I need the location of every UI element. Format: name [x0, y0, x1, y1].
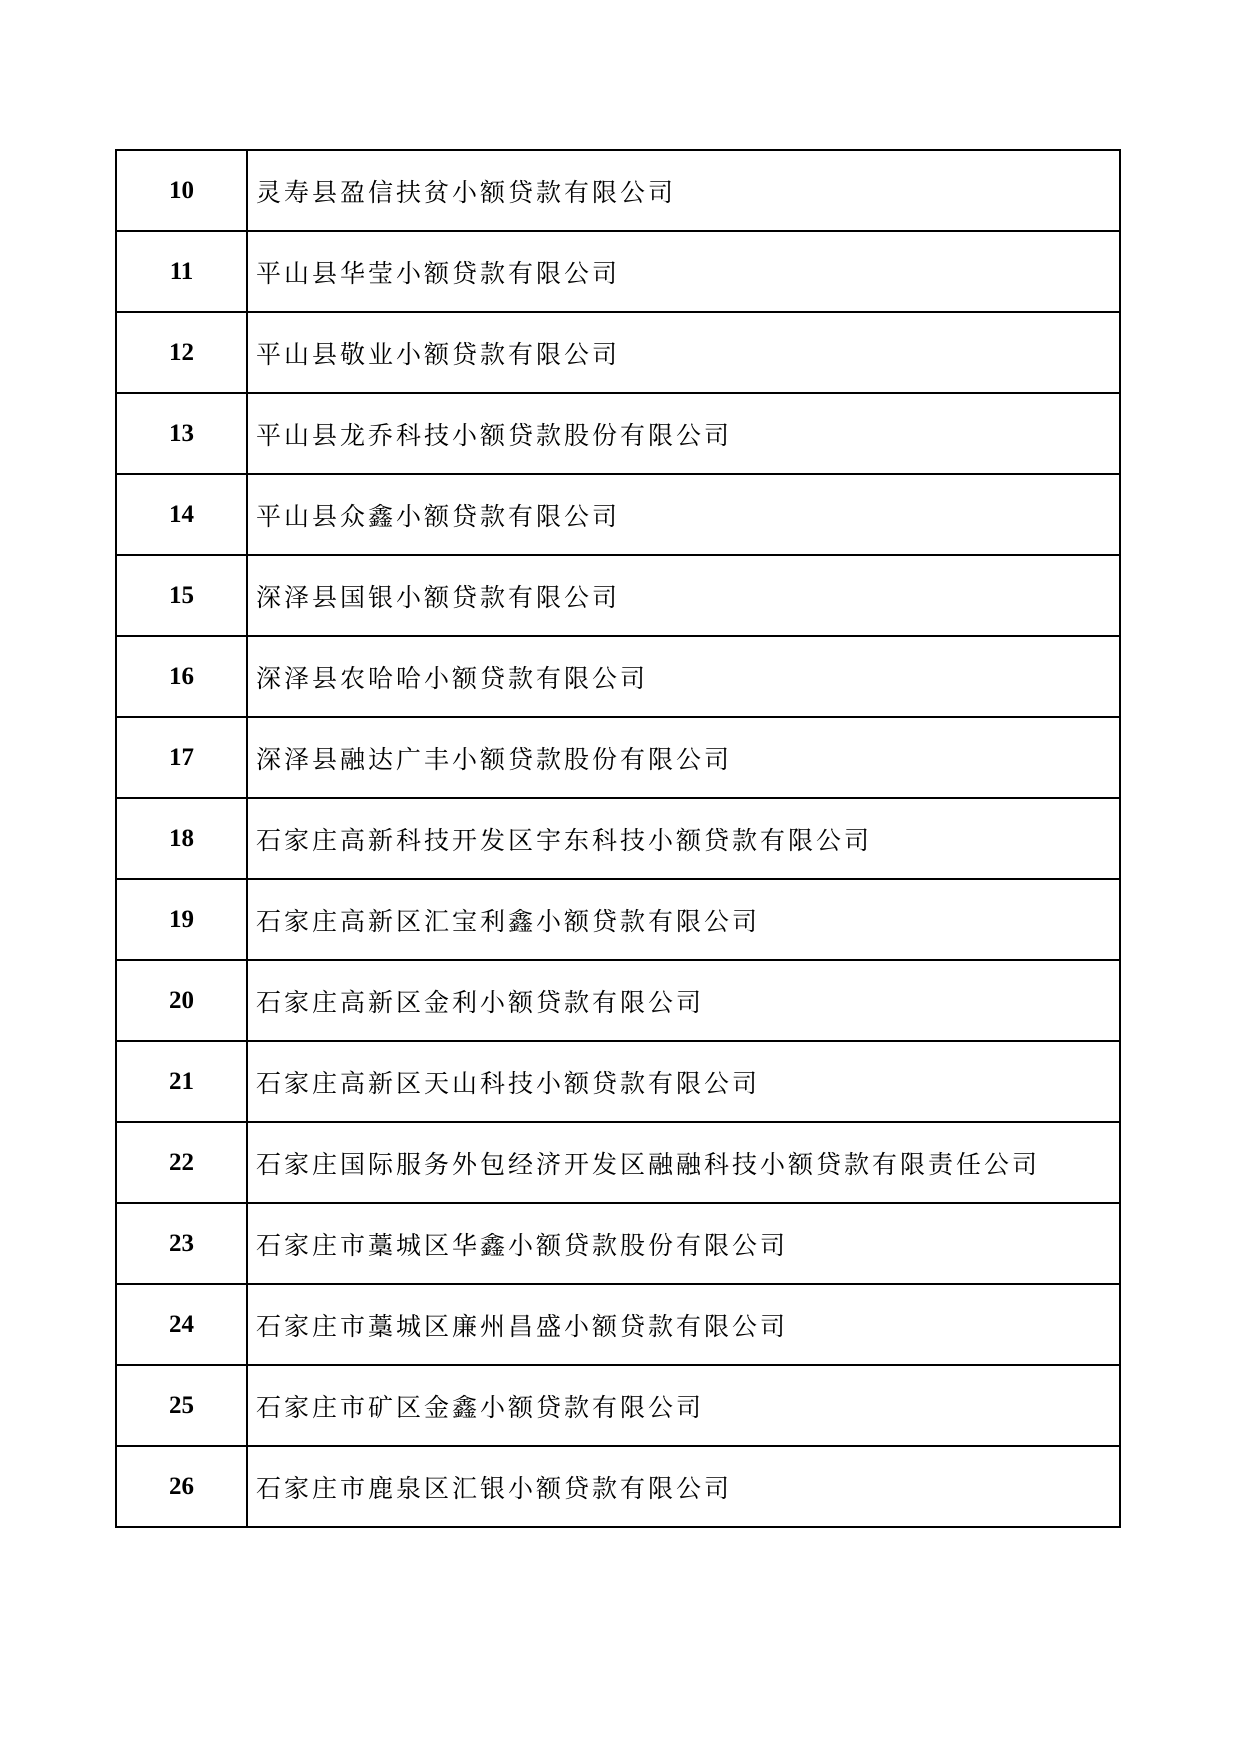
table-row — [116, 1446, 1120, 1527]
row-number: 23 — [116, 1203, 247, 1284]
company-name: 平山县龙乔科技小额贷款股份有限公司 — [247, 393, 1120, 474]
table-row — [116, 231, 1120, 312]
table-row — [116, 474, 1120, 555]
table-row — [116, 1284, 1120, 1365]
company-name: 石家庄市矿区金鑫小额贷款有限公司 — [247, 1365, 1120, 1446]
company-name: 深泽县国银小额贷款有限公司 — [247, 555, 1120, 636]
row-number: 22 — [116, 1122, 247, 1203]
company-name: 石家庄高新科技开发区宇东科技小额贷款有限公司 — [247, 798, 1120, 879]
table-row — [116, 150, 1120, 231]
company-name: 石家庄国际服务外包经济开发区融融科技小额贷款有限责任公司 — [247, 1122, 1120, 1203]
company-name: 石家庄市鹿泉区汇银小额贷款有限公司 — [247, 1446, 1120, 1527]
row-number: 26 — [116, 1446, 247, 1527]
table-row — [116, 393, 1120, 474]
company-name: 平山县众鑫小额贷款有限公司 — [247, 474, 1120, 555]
row-number: 15 — [116, 555, 247, 636]
row-number: 25 — [116, 1365, 247, 1446]
company-list-table — [115, 149, 1121, 1528]
company-name: 平山县华莹小额贷款有限公司 — [247, 231, 1120, 312]
row-number: 16 — [116, 636, 247, 717]
company-name: 深泽县农哈哈小额贷款有限公司 — [247, 636, 1120, 717]
row-number: 24 — [116, 1284, 247, 1365]
company-name: 石家庄高新区天山科技小额贷款有限公司 — [247, 1041, 1120, 1122]
table-row — [116, 1041, 1120, 1122]
table-row — [116, 1203, 1120, 1284]
table-row — [116, 960, 1120, 1041]
row-number: 19 — [116, 879, 247, 960]
table-row — [116, 717, 1120, 798]
table-row — [116, 798, 1120, 879]
table-row — [116, 1122, 1120, 1203]
table-row — [116, 555, 1120, 636]
company-name: 石家庄高新区汇宝利鑫小额贷款有限公司 — [247, 879, 1120, 960]
row-number: 20 — [116, 960, 247, 1041]
row-number: 13 — [116, 393, 247, 474]
row-number: 17 — [116, 717, 247, 798]
table-row — [116, 879, 1120, 960]
row-number: 21 — [116, 1041, 247, 1122]
company-name: 平山县敬业小额贷款有限公司 — [247, 312, 1120, 393]
table-row — [116, 1365, 1120, 1446]
company-name: 石家庄市藁城区华鑫小额贷款股份有限公司 — [247, 1203, 1120, 1284]
company-name: 深泽县融达广丰小额贷款股份有限公司 — [247, 717, 1120, 798]
row-number: 18 — [116, 798, 247, 879]
row-number: 10 — [116, 150, 247, 231]
table-row — [116, 312, 1120, 393]
row-number: 12 — [116, 312, 247, 393]
table-row — [116, 636, 1120, 717]
company-name: 灵寿县盈信扶贫小额贷款有限公司 — [247, 150, 1120, 231]
company-name: 石家庄高新区金利小额贷款有限公司 — [247, 960, 1120, 1041]
company-name: 石家庄市藁城区廉州昌盛小额贷款有限公司 — [247, 1284, 1120, 1365]
row-number: 11 — [116, 231, 247, 312]
row-number: 14 — [116, 474, 247, 555]
